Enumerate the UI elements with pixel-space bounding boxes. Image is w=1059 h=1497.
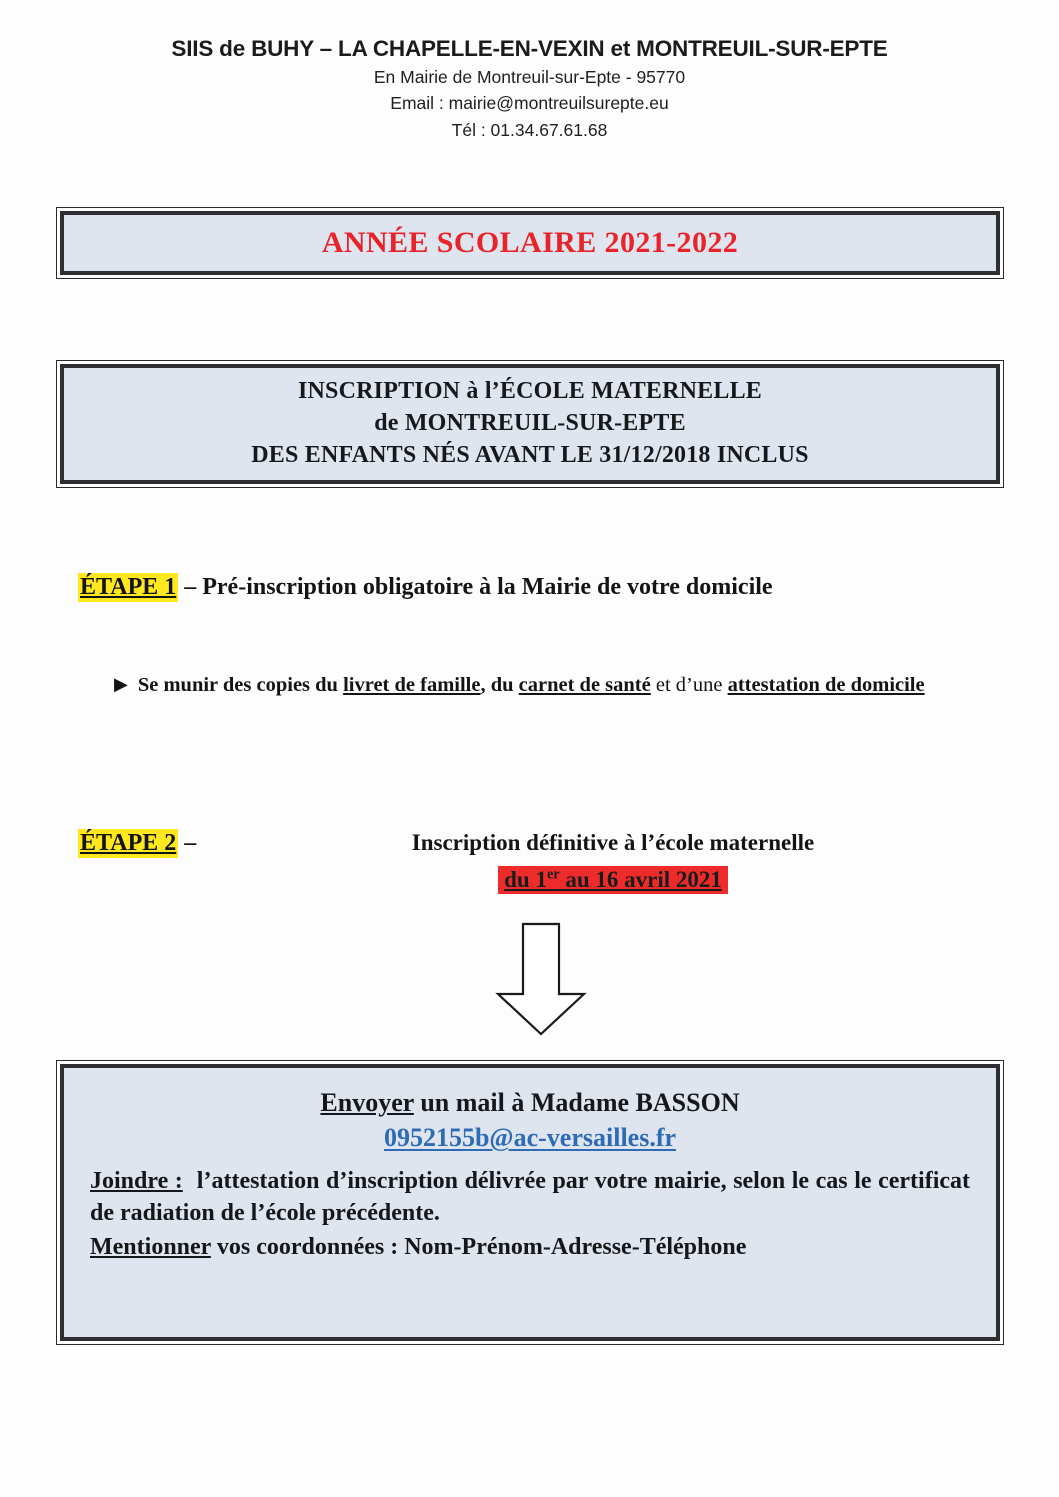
step-2-title: Inscription définitive à l’école maternelle bbox=[411, 830, 815, 855]
mail-join-label: Joindre : bbox=[90, 1168, 183, 1195]
school-year-box-inner bbox=[60, 211, 1000, 275]
mail-mention-paragraph bbox=[90, 1231, 970, 1263]
bullet-emphasis-carnet: carnet de santé bbox=[518, 674, 651, 696]
step-1-description: – Pré-inscription obligatoire à la Mairie de votre domicile bbox=[178, 574, 773, 600]
step-2-dash: – bbox=[178, 830, 197, 856]
inscription-box-inner bbox=[60, 364, 1000, 484]
inscription-line-1: INSCRIPTION à l’ÉCOLE MATERNELLE bbox=[297, 378, 763, 405]
mail-mention-text: vos coordonnées : Nom-Prénom-Adresse-Téléphone bbox=[210, 1234, 747, 1261]
mail-join-paragraph bbox=[90, 1165, 970, 1229]
header-phone: Tél : 01.34.67.61.68 bbox=[451, 119, 608, 140]
step-2-date-suffix: au 16 avril 2021 bbox=[559, 866, 722, 892]
mail-instructions-inner bbox=[60, 1064, 1000, 1341]
bullet-emphasis-livret: livret de famille bbox=[343, 674, 481, 696]
step-1-heading bbox=[78, 574, 978, 601]
mail-heading-underlined: Envoyer bbox=[320, 1088, 414, 1117]
step-2-label-wrap bbox=[78, 830, 196, 857]
mail-mention-label: Mentionner bbox=[90, 1234, 211, 1261]
down-arrow-shape bbox=[498, 924, 584, 1034]
step-2-date-superscript: er bbox=[546, 866, 560, 882]
header-email: Email : mairie@montreuilsurepte.eu bbox=[390, 93, 669, 114]
organization-title: SIIS de BUHY – LA CHAPELLE-EN-VEXIN et MONTREUIL-SUR-EPTE bbox=[171, 36, 888, 61]
bullet-emphasis-attestation: attestation de domicile bbox=[727, 674, 925, 696]
header-address: En Mairie de Montreuil-sur-Epte - 95770 bbox=[373, 66, 686, 87]
step-2-date bbox=[498, 866, 728, 894]
step-2-heading bbox=[78, 830, 978, 892]
step-2-date-prefix: du 1 bbox=[504, 866, 547, 892]
mail-instructions-box bbox=[56, 1060, 1004, 1345]
step-2-date-wrap bbox=[303, 866, 923, 894]
inscription-line-3: DES ENFANTS NÉS AVANT LE 31/12/2018 INCLUS bbox=[251, 441, 809, 468]
school-year-box bbox=[56, 207, 1004, 279]
step-2-label: ÉTAPE 2 bbox=[80, 830, 177, 856]
bullet-text-part-2: , du bbox=[480, 674, 519, 696]
mail-address-link[interactable]: 0952155b@ac-versailles.fr bbox=[383, 1123, 677, 1153]
school-year-title: ANNÉE SCOLAIRE 2021-2022 bbox=[321, 226, 739, 259]
down-arrow-icon bbox=[495, 922, 587, 1037]
mail-heading-rest: un mail à Madame BASSON bbox=[413, 1088, 740, 1117]
step-1-bullet bbox=[78, 670, 968, 700]
inscription-box bbox=[56, 360, 1004, 488]
triangle-bullet-icon: ▶ bbox=[114, 674, 128, 694]
mail-heading bbox=[90, 1086, 970, 1119]
inscription-line-2: de MONTREUIL-SUR-EPTE bbox=[374, 410, 686, 437]
bullet-text-part-1: Se munir des copies du bbox=[137, 674, 344, 696]
step-1-label: ÉTAPE 1 bbox=[80, 574, 177, 600]
document-header bbox=[0, 36, 1059, 143]
mail-join-text: l’attestation d’inscription délivrée par votre mairie, selon le cas le certificat de radiation de l’école précédente. bbox=[90, 1168, 970, 1227]
bullet-text-part-3: et d’une bbox=[650, 674, 728, 696]
step-2-row bbox=[78, 830, 978, 864]
